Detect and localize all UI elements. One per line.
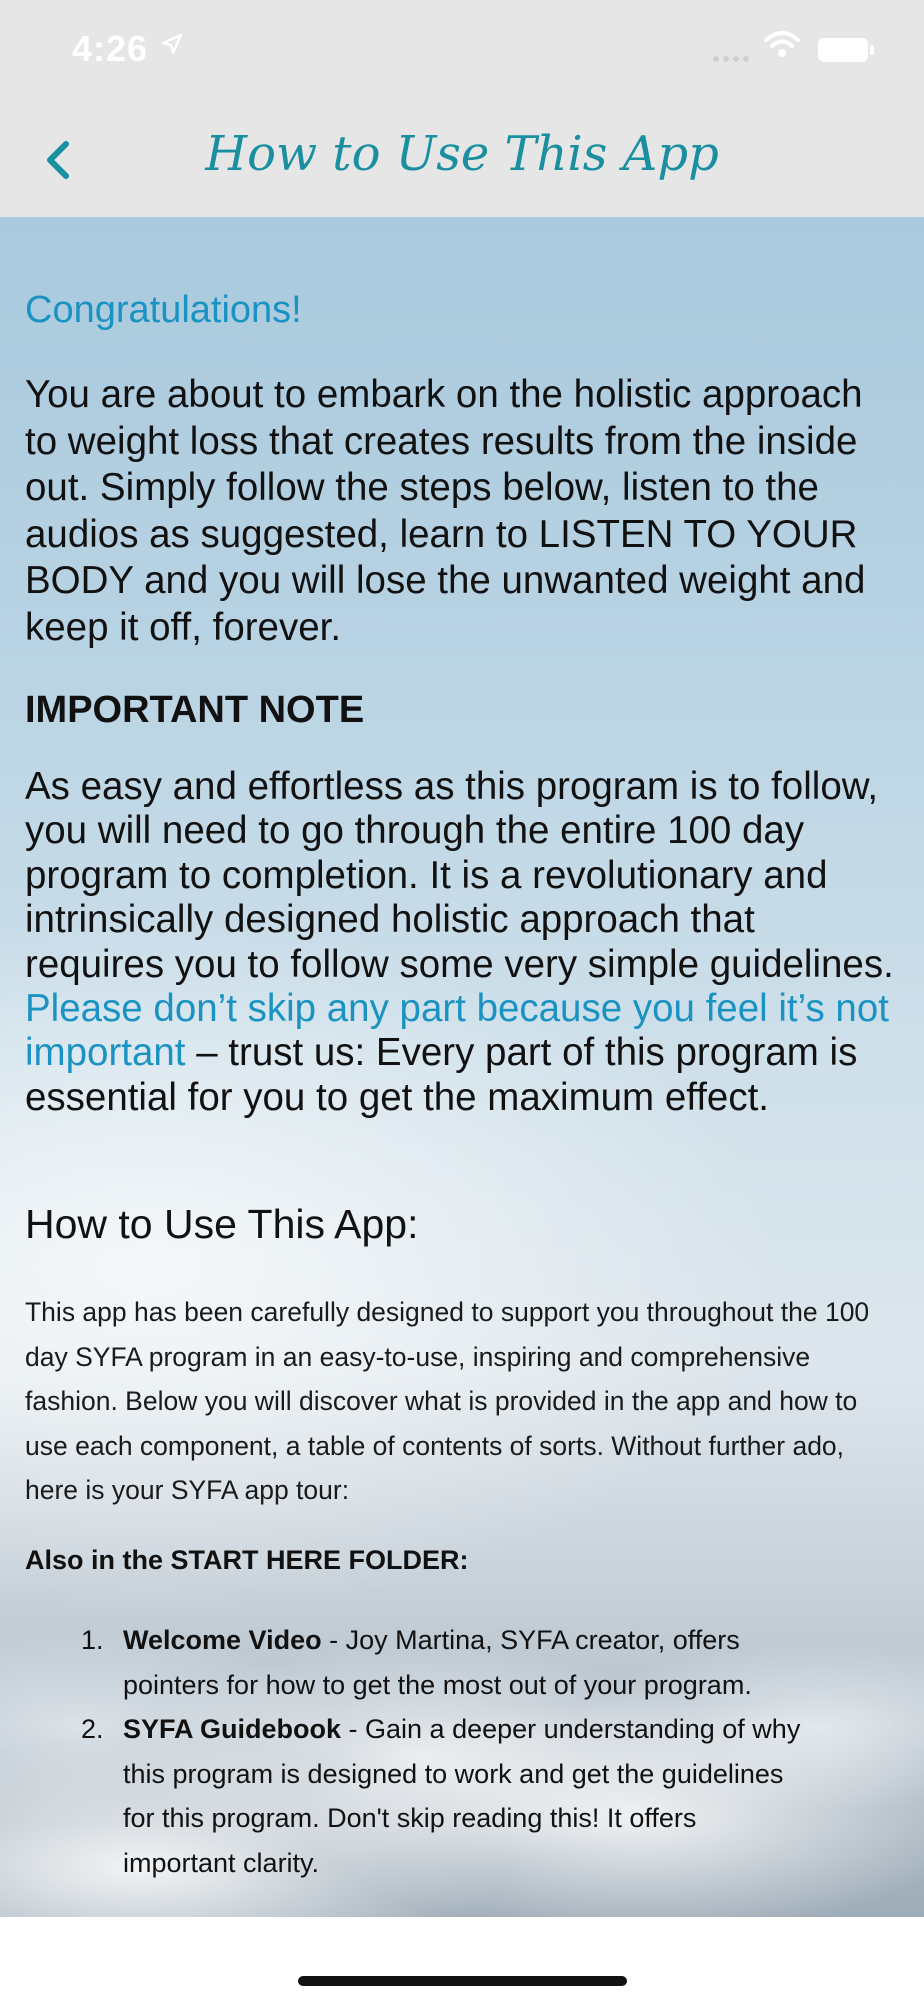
signal-icon (712, 50, 752, 68)
list-item-text: - Joy Martina, SYFA creator, offers pointers for how to get the most out of your program. (123, 1625, 752, 1700)
bottom-safe-area (0, 1917, 924, 2000)
list-item-title: Welcome Video (123, 1625, 322, 1655)
list-item-text: - Gain a deeper understanding of why this program is designed to work and get the guidelines for this program. Don't skip reading this! It offers important clarity. (123, 1714, 801, 1878)
list-item (25, 1707, 803, 1885)
status-time: 4:26 (72, 28, 149, 69)
start-here-folder-heading: Also in the START HERE FOLDER: (25, 1545, 469, 1575)
page-title: How to Use This App (205, 126, 719, 182)
status-bar (0, 0, 924, 100)
list-item (25, 1618, 803, 1707)
location-arrow-icon (160, 32, 184, 61)
description-paragraph: This app has been carefully designed to support you throughout the 100 day SYFA program in an easy-to-use, inspiring and comprehensive fashion. Below you will discover what is provided in the app and how to use each component, a table of contents of sorts. Without further ado, here is your SYFA app tour: (25, 1297, 870, 1505)
wifi-icon (764, 30, 800, 63)
important-highlight-text: Please don’t skip any part because you feel it’s not important (25, 987, 889, 1075)
list-item-title: SYFA Guidebook (123, 1714, 342, 1744)
congratulations-heading: Congratulations! (25, 289, 302, 331)
important-text-start: As easy and effortless as this program is to follow, you will need to go through the entire 100 day program to completion. It is a revolutionary and intrinsically designed holistic approach that requires you to follow some very simple guidelines. (25, 765, 894, 986)
list-number: 1. (81, 1625, 104, 1655)
content-scroll-area[interactable] (0, 217, 924, 1917)
battery-icon (816, 36, 876, 69)
important-note-heading: IMPORTANT NOTE (25, 689, 365, 731)
important-text-end: – trust us: Every part of this program is essential for you to get the maximum effect. (25, 1031, 858, 1119)
folder-list (25, 1618, 900, 1885)
list-number: 2. (81, 1714, 104, 1744)
home-indicator[interactable] (298, 1976, 627, 1986)
navigation-bar (0, 100, 924, 217)
important-note-paragraph (25, 765, 900, 1120)
intro-paragraph: You are about to embark on the holistic approach to weight loss that creates results from the inside out. Simply follow the steps below, listen to the audios as suggested, learn to LISTEN TO YOUR BODY and you will lose the unwanted weight and keep it off, forever. (25, 373, 866, 649)
how-to-use-heading: How to Use This App: (25, 1201, 419, 1247)
